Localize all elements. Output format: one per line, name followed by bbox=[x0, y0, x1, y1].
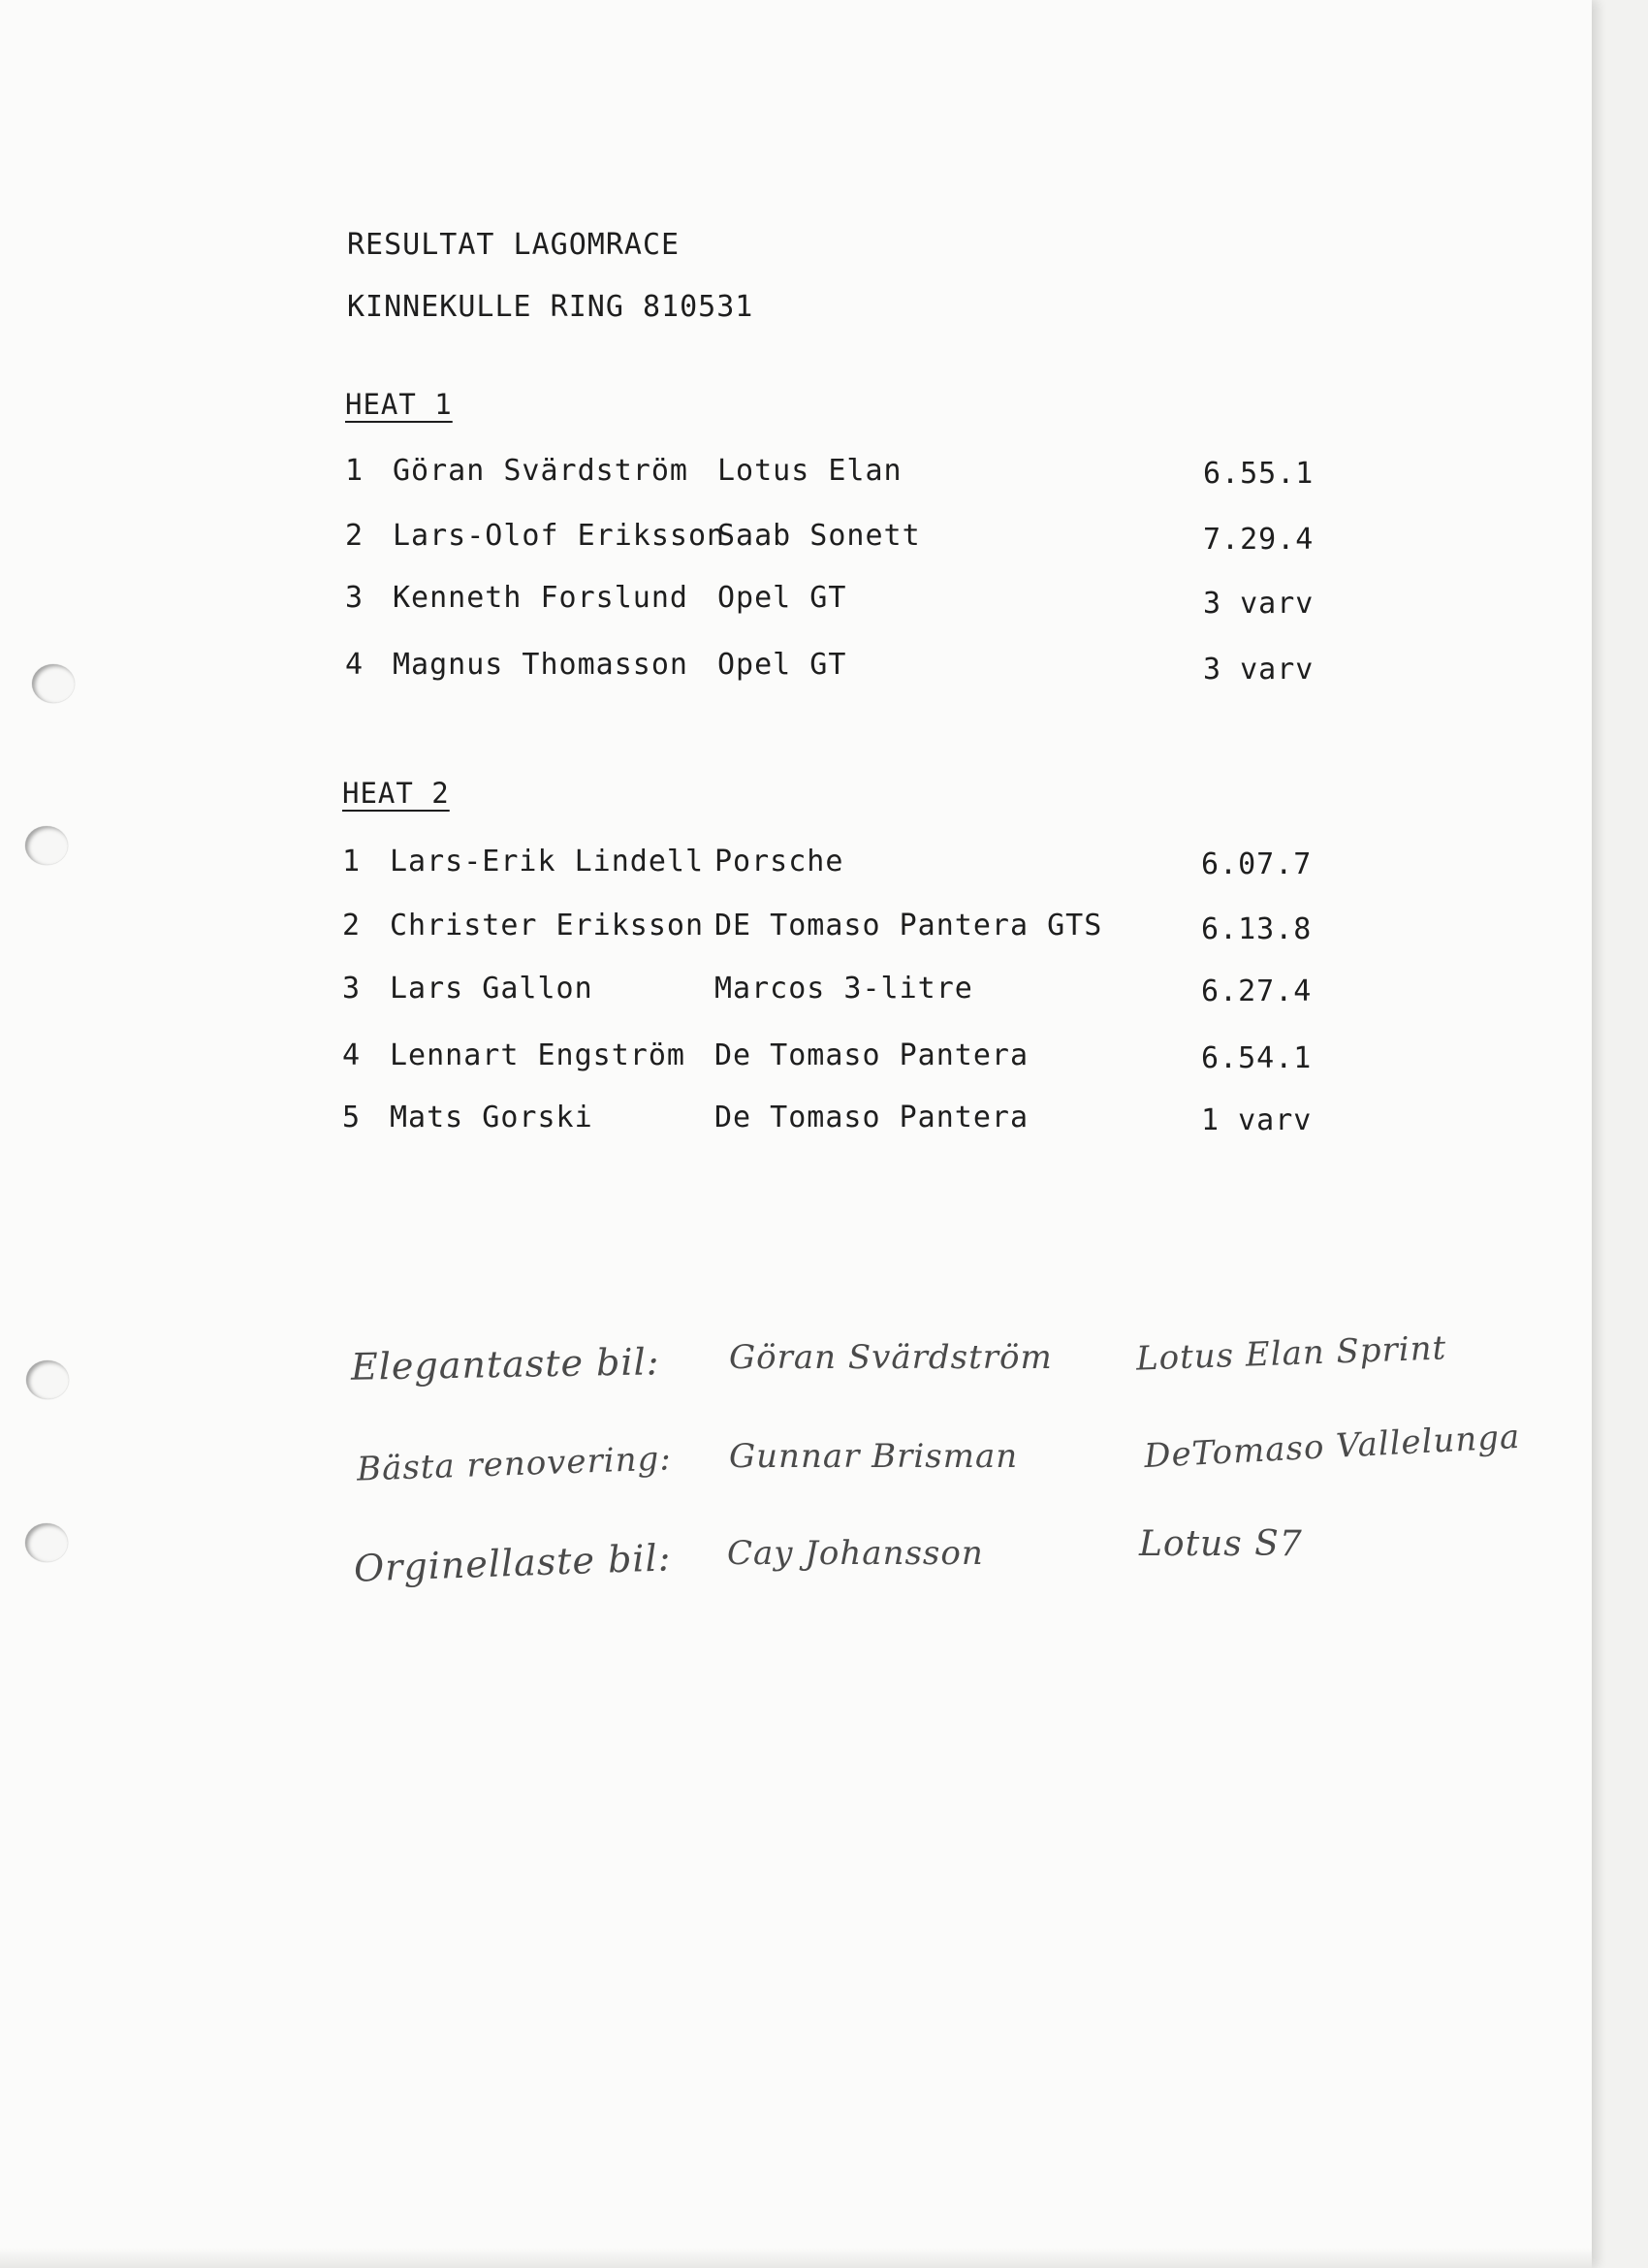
award-category: Orginellaste bil: bbox=[353, 1536, 673, 1590]
car-name: Saab Sonett bbox=[717, 519, 921, 553]
result-time: 6.54.1 bbox=[1201, 1041, 1313, 1075]
car-name: Opel GT bbox=[717, 648, 847, 682]
driver-name: Christer Eriksson bbox=[390, 909, 705, 942]
position: 5 bbox=[342, 1101, 362, 1134]
driver-name: Lars-Olof Eriksson bbox=[393, 519, 726, 553]
heat-2-heading: HEAT 2 bbox=[342, 777, 450, 810]
position: 2 bbox=[345, 519, 364, 553]
driver-name: Göran Svärdström bbox=[393, 454, 688, 488]
driver-name: Lennart Engström bbox=[390, 1038, 685, 1072]
award-car: DeTomaso Vallelunga bbox=[1143, 1417, 1522, 1477]
result-time: 6.07.7 bbox=[1201, 847, 1313, 881]
result-time: 3 varv bbox=[1203, 653, 1315, 687]
result-time: 3 varv bbox=[1203, 587, 1315, 621]
position: 2 bbox=[342, 909, 362, 942]
position: 3 bbox=[342, 972, 362, 1006]
page-bottom-edge bbox=[0, 2248, 1592, 2268]
driver-name: Lars Gallon bbox=[390, 972, 593, 1006]
heat-1-heading: HEAT 1 bbox=[345, 388, 453, 421]
award-category: Elegantaste bil: bbox=[350, 1340, 660, 1389]
position: 4 bbox=[342, 1038, 362, 1072]
award-car: Lotus Elan Sprint bbox=[1135, 1328, 1447, 1379]
car-name: Porsche bbox=[714, 845, 844, 878]
car-name: De Tomaso Pantera bbox=[714, 1038, 1030, 1072]
award-person: Göran Svärdström bbox=[729, 1338, 1053, 1377]
driver-name: Mats Gorski bbox=[390, 1101, 593, 1134]
binder-hole-icon bbox=[25, 1523, 68, 1562]
result-time: 6.55.1 bbox=[1203, 457, 1315, 491]
result-time: 1 varv bbox=[1201, 1103, 1313, 1137]
position: 4 bbox=[345, 648, 364, 682]
position: 1 bbox=[345, 454, 364, 488]
car-name: Lotus Elan bbox=[717, 454, 903, 488]
driver-name: Lars-Erik Lindell bbox=[390, 845, 705, 878]
result-time: 6.13.8 bbox=[1201, 912, 1313, 946]
driver-name: Kenneth Forslund bbox=[393, 581, 688, 615]
position: 1 bbox=[342, 845, 362, 878]
driver-name: Magnus Thomasson bbox=[393, 648, 688, 682]
document-subtitle: KINNEKULLE RING 810531 bbox=[347, 290, 754, 324]
award-category: Bästa renovering: bbox=[356, 1439, 673, 1489]
binder-hole-icon bbox=[26, 1360, 69, 1399]
binder-hole-icon bbox=[32, 664, 75, 703]
car-name: De Tomaso Pantera bbox=[714, 1101, 1030, 1134]
award-person: Cay Johansson bbox=[727, 1534, 984, 1573]
car-name: Marcos 3-litre bbox=[714, 972, 973, 1006]
car-name: DE Tomaso Pantera GTS bbox=[714, 909, 1103, 942]
result-time: 7.29.4 bbox=[1203, 523, 1315, 557]
binder-hole-icon bbox=[25, 826, 68, 865]
result-time: 6.27.4 bbox=[1201, 974, 1313, 1008]
award-car: Lotus S7 bbox=[1139, 1524, 1303, 1564]
car-name: Opel GT bbox=[717, 581, 847, 615]
award-person: Gunnar Brisman bbox=[729, 1437, 1019, 1476]
position: 3 bbox=[345, 581, 364, 615]
document-title: RESULTAT LAGOMRACE bbox=[347, 228, 681, 262]
